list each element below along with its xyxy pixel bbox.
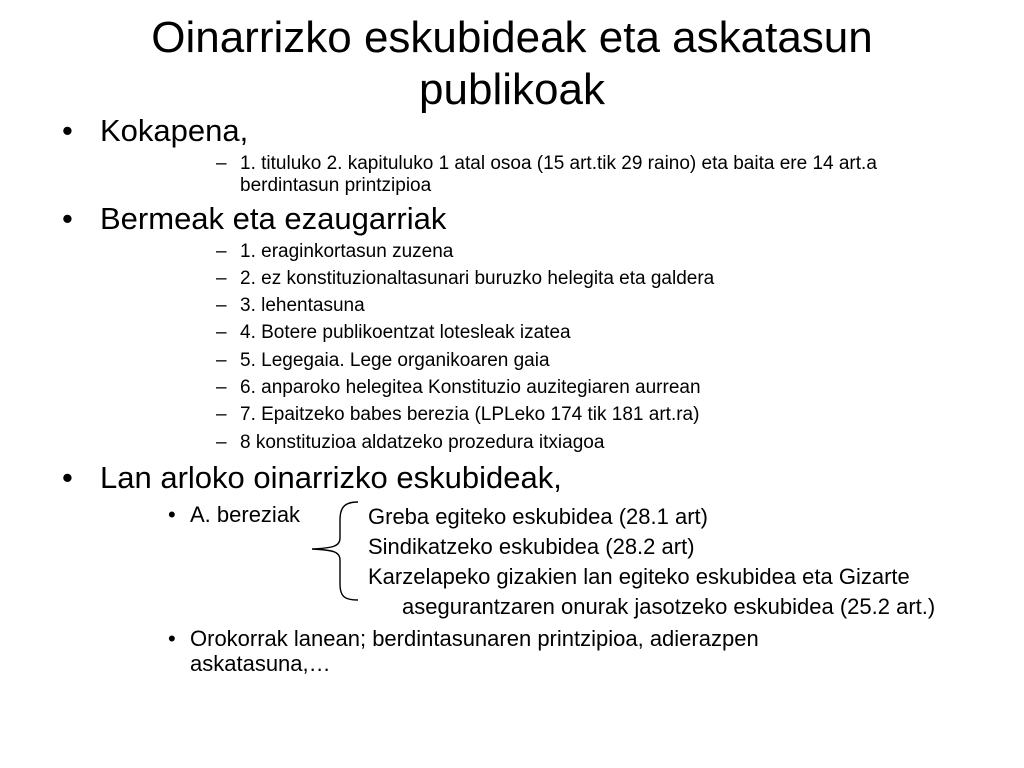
list-item-text: 7. Epaitzeko babes berezia (LPLeko 174 tik 181 art.ra)	[240, 404, 700, 425]
list-item	[216, 432, 976, 454]
list-item-text: 8 konstituzioa aldatzeko prozedura itxiagoa	[240, 432, 605, 453]
curly-brace-icon	[308, 500, 368, 604]
list-item	[216, 377, 976, 399]
list-item	[216, 268, 976, 290]
list-item	[216, 153, 976, 197]
dash-icon: –	[216, 350, 227, 371]
right-item: Karzelapeko gizakien lan egiteko eskubidea eta Gizarte	[368, 564, 910, 589]
dash-icon: –	[216, 432, 227, 453]
bullet-icon: •	[168, 502, 176, 527]
dash-icon: –	[216, 404, 227, 425]
bullet-icon: •	[62, 460, 73, 495]
dash-icon: –	[216, 322, 227, 343]
list-item	[216, 295, 976, 317]
list-item-text: 2. ez konstituzionaltasunari buruzko helegita eta galdera	[240, 268, 715, 289]
dash-icon: –	[216, 268, 227, 289]
list-item	[216, 404, 976, 426]
list-item-text: 5. Legegaia. Lege organikoaren gaia	[240, 350, 550, 371]
right-item: asegurantzaren onurak jasotzeko eskubidea (25.2 art.)	[402, 594, 936, 619]
dash-icon: –	[216, 241, 227, 262]
slide-title: Oinarrizko eskubideak eta askatasun publikoak	[151, 13, 873, 114]
section-label: Lan arloko oinarrizko eskubideak,	[100, 460, 562, 495]
right-item: Greba egiteko eskubidea (28.1 art)	[368, 504, 708, 529]
section-label: Bermeak eta ezaugarriak	[100, 201, 447, 236]
list-item-text: 4. Botere publikoentzat lotesleak izatea	[240, 322, 571, 343]
sub-item-orokorrak	[168, 626, 888, 676]
dash-icon: –	[216, 377, 227, 398]
section-label: Kokapena,	[100, 113, 249, 148]
bullet-icon: •	[168, 626, 176, 651]
rights-list	[368, 502, 935, 622]
bullet-icon: •	[62, 201, 73, 236]
list-item	[216, 350, 976, 372]
list-item-text: 6. anparoko helegitea Konstituzio auzitegiaren aurrean	[240, 377, 701, 398]
list-item-text: 3. lehentasuna	[240, 295, 365, 316]
dash-icon: –	[216, 295, 227, 316]
sub-item-label: Orokorrak lanean; berdintasunaren printzipioa, adierazpen askatasuna,…	[190, 626, 759, 676]
right-item: Sindikatzeko eskubidea (28.2 art)	[368, 534, 695, 559]
list-item-text: 1. eraginkortasun zuzena	[240, 241, 454, 262]
dash-icon: –	[216, 153, 227, 174]
bullet-icon: •	[62, 113, 73, 148]
list-item	[216, 241, 976, 263]
list-item-text: 1. tituluko 2. kapituluko 1 atal osoa (15 art.tik 29 raino) eta baita ere 14 art.a berdintasun printzipioa	[240, 153, 877, 196]
sub-item-label: A. bereziak	[190, 502, 301, 527]
list-item	[216, 322, 976, 344]
